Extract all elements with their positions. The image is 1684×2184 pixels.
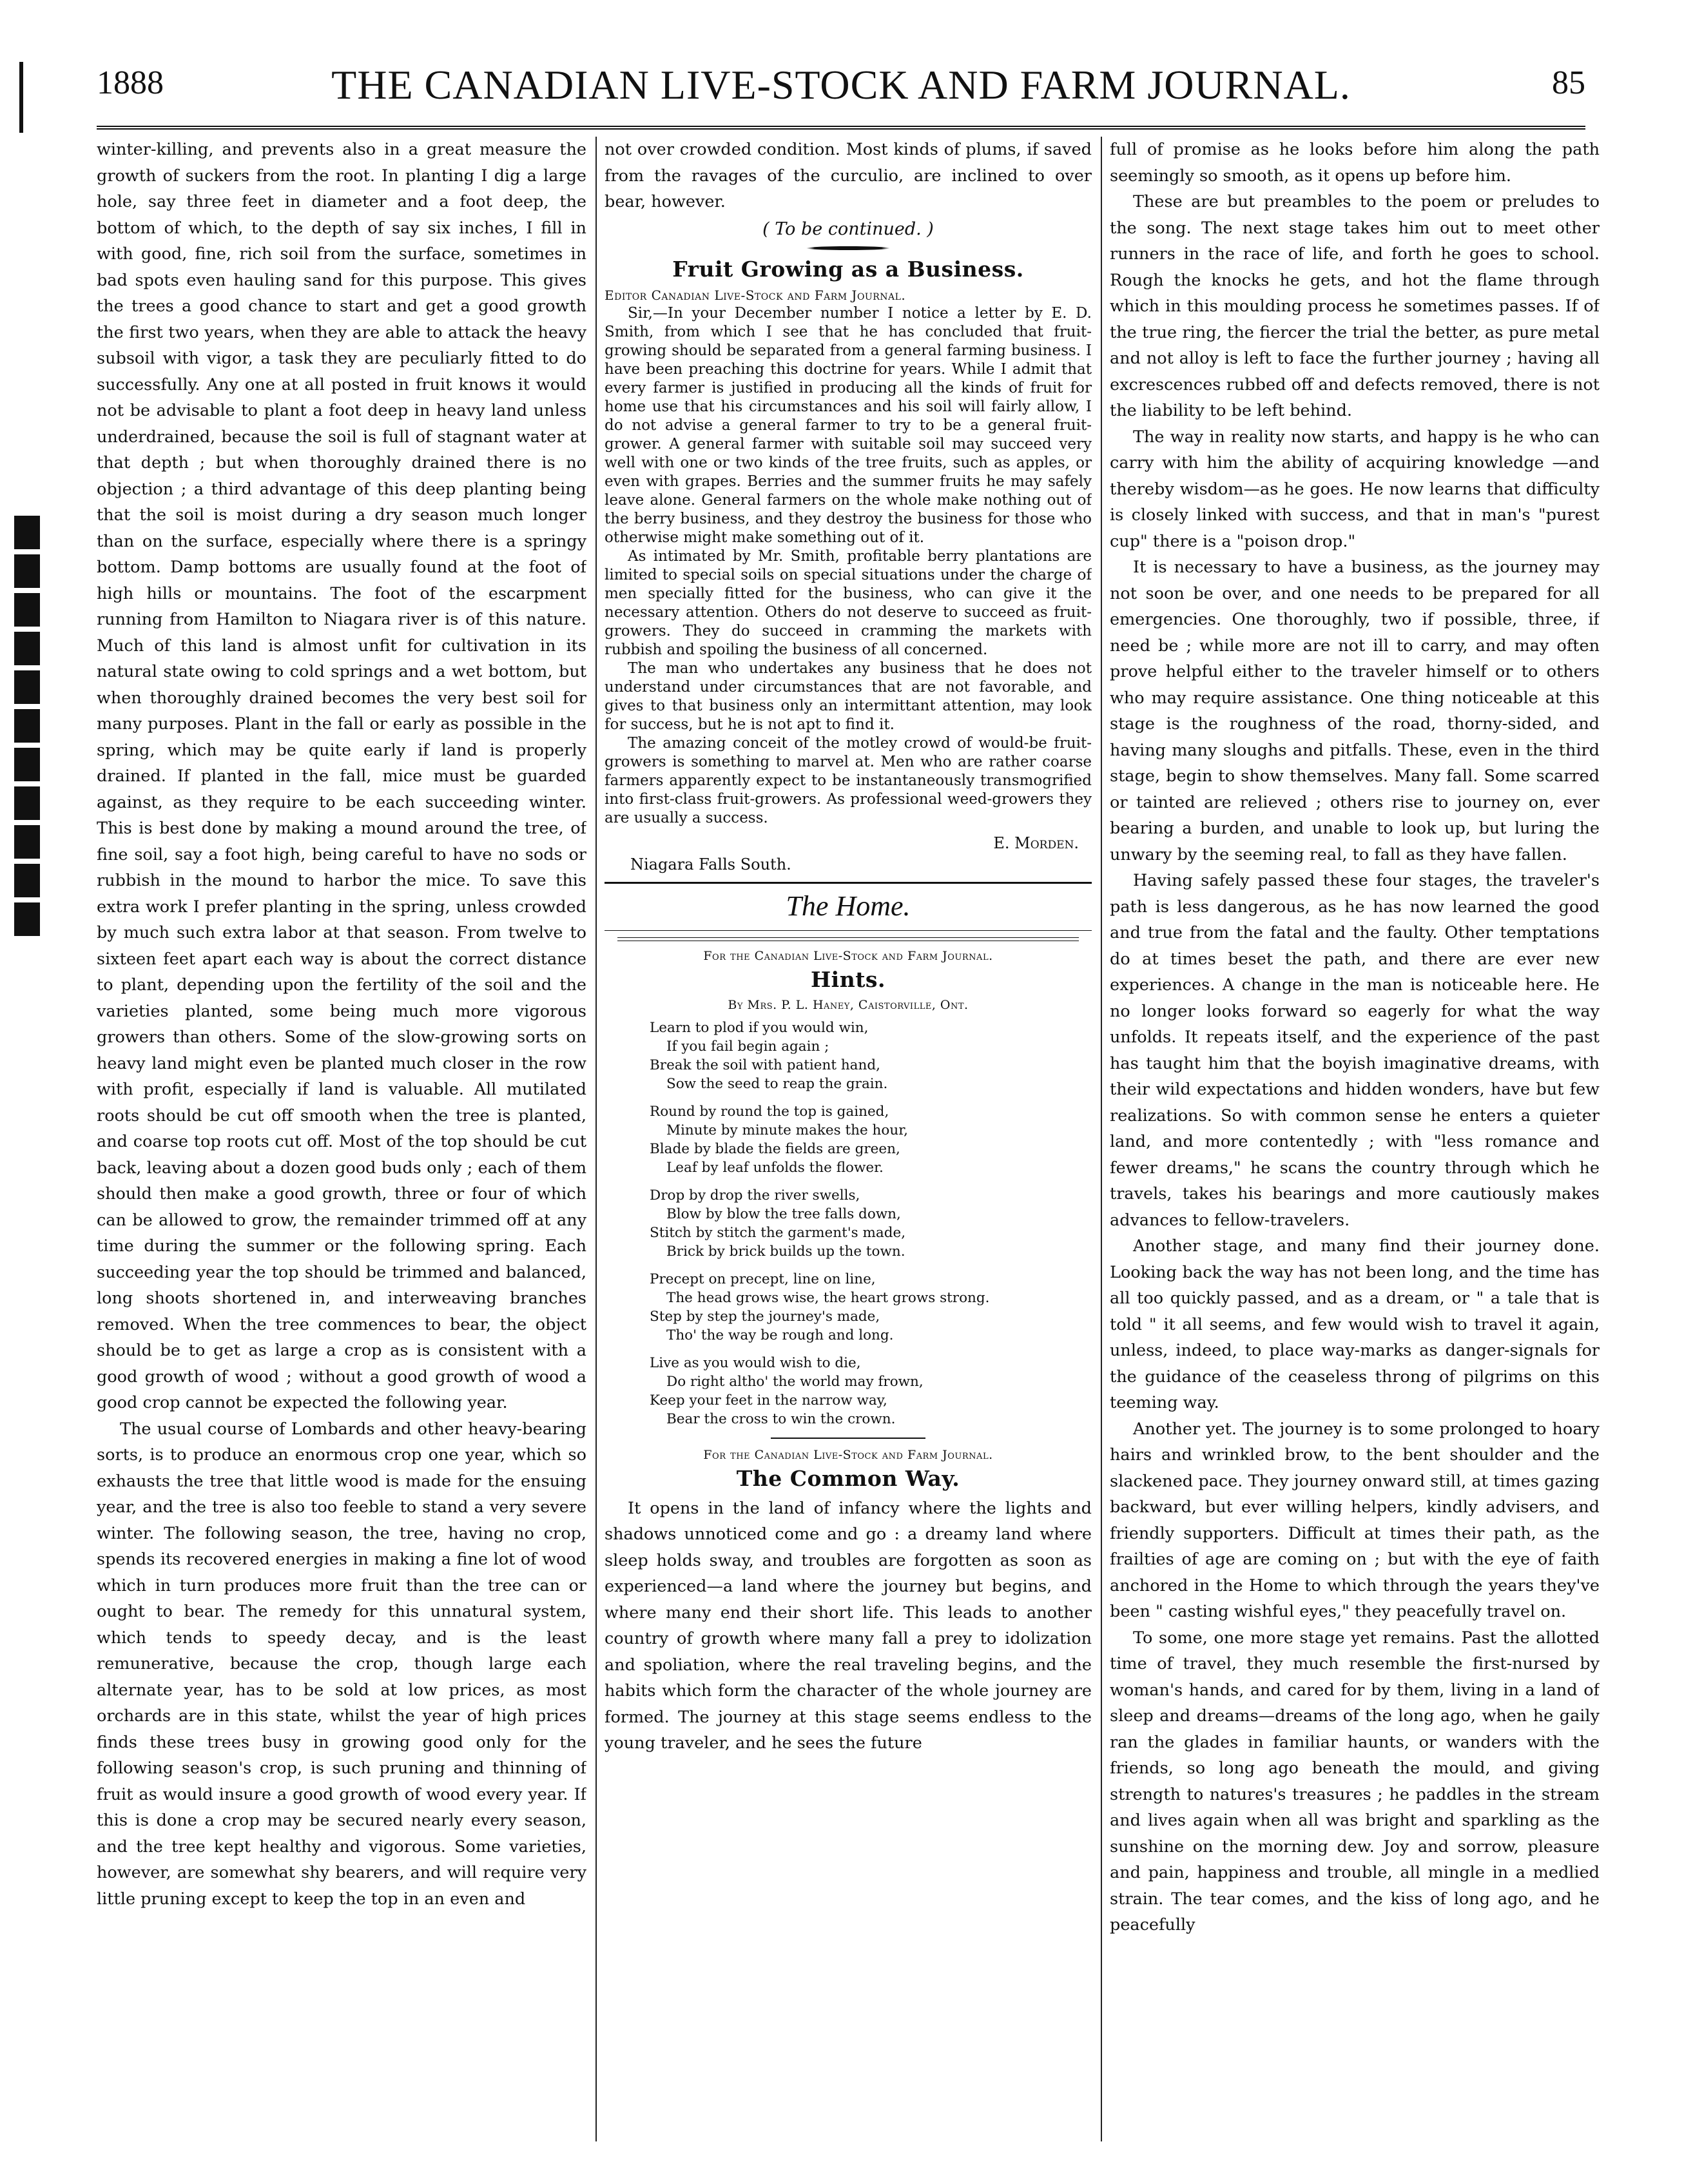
paragraph: full of promise as he looks before him along the path seemingly so smooth, as it opens up before him. xyxy=(1110,140,1600,186)
poem-line: Sow the seed to reap the grain. xyxy=(666,1075,888,1092)
poem-line: Bear the cross to win the crown. xyxy=(666,1410,896,1427)
place-line: Niagara Falls South. xyxy=(630,855,791,873)
ornamental-divider xyxy=(806,246,890,250)
poem-line: Stitch by stitch the garment's made, xyxy=(650,1224,906,1241)
stanza xyxy=(650,1019,1092,1093)
paragraph: The man who undertakes any business that he does not understand under circumstances that are not favorable, and gives to that business only an intermittant attention, may look for success, but he is not apt to find it. xyxy=(605,659,1092,733)
poem-line: Live as you would wish to die, xyxy=(650,1354,861,1371)
article-title: The Common Way. xyxy=(736,1465,960,1491)
column-3 xyxy=(1110,137,1600,2154)
poem-line: Tho' the way be rough and long. xyxy=(666,1327,894,1343)
paragraph: The amazing conceit of the motley crowd of would-be fruit-growers is something to marvel at. Men who are rather coarse farmers apparently expect to be instantaneously transmogrified into first-class fruit-growers. As professional weed-growers they are usually a success. xyxy=(605,734,1092,826)
poem-line: Precept on precept, line on line, xyxy=(650,1271,876,1287)
editor-line: Editor Canadian Live-Stock and Farm Journal. xyxy=(605,287,906,303)
section-title: The Home. xyxy=(786,890,911,922)
paragraph: winter-killing, and prevents also in a great measure the growth of suckers from the root. In planting I dig a large hole, say three feet in diameter and a foot deep, the bottom of which, to the depth of say six inches, I fill in with good, fine, rich soil from the surface, sometimes in bad spots even hauling sand for this purpose. This gives the trees a good chance to start and get a good growth the first two years, when they are able to attack the heavy subsoil with vigor, a task they are peculiarly fitted to do successfully. Any one at all posted in fruit knows it would not be advisable to plant a foot deep in heavy land unless underdrained, because the soil is full of stagnant water at that depth ; but when thoroughly drained there is no objection ; a third advantage of this deep planting being that the soil is moist during a dry season much longer than on the surface, especially where there is a springy bottom. Damp bottoms are usually found at the foot of high hills or mountains. The foot of the escarpment running from Hamilton to Niagara river is of this nature. Much of this land is almost unfit for cultivation in its natural state owing to cold springs and a wet bottom, but when thoroughly drained becomes the very best soil for many purposes. Plant in the fall or early as possible in the spring, which may be quite early if land is properly drained. If planted in the fall, mice must be guarded against, as they require to be each succeeding winter. This is best done by making a mound around the tree, of fine soil, say a foot high, being careful to have no sods or rubbish in the mound to harbor the mice. To save this extra work I prefer planting in the spring, unless crowded by much such extra labor at that season. From twelve to sixteen feet apart each way is about the correct distance to plant, depending upon the fertility of the soil and the varieties planted, some being much more vigorous growers than others. Some of the slow-growing sorts on heavy land might even be planted much closer in the row with profit, especially if land is valuable. All mutilated roots should be cut off smooth when the tree is planted, and coarse top roots cut off. Most of the top should be cut back, leaving about a dozen good buds only ; each of them should then make a good growth, three or four of which can be allowed to grow, the remainder trimmed off at any time during the summer or the following spring. Each succeeding year the top should be trimmed and balanced, long shoots shortened in, and interweaving branches removed. When the tree commences to bear, the object should be to get as large a crop as is consistent with a good growth of wood ; without a good growth of wood a good crop cannot be expected the following year. xyxy=(97,140,586,1412)
paragraph: Another stage, and many find their journey done. Looking back the way has not been long, and the time has all too quickly passed, and as a dream, or " a tale that is told " it all seems, and few would wish to travel it again, unless, indeed, to place way-marks as danger-signals for the guidance of the ceaseless throng of pilgrims on this teeming way. xyxy=(1110,1236,1600,1412)
poem-line: Drop by drop the river swells, xyxy=(650,1187,860,1204)
scan-mark xyxy=(19,62,23,133)
paragraph: As intimated by Mr. Smith, profitable berry plantations are limited to special soils on special situations under the charge of men specially fitted for the business, who can give it the necessary attention. Others do not deserve to succeed as fruit-growers. They do succeed in cramming the markets with rubbish and spoiling the business of all concerned. xyxy=(605,547,1092,658)
poem-line: Round by round the top is gained, xyxy=(650,1103,889,1120)
poem-line: Learn to plod if you would win, xyxy=(650,1019,869,1036)
poem-line: Leaf by leaf unfolds the flower. xyxy=(666,1159,884,1176)
page-header xyxy=(97,61,1585,123)
for-line: For the Canadian Live-Stock and Farm Journal. xyxy=(703,1447,993,1462)
paragraph: It is necessary to have a business, as the journey may not soon be over, and one needs to be prepared for all emergencies. One thoroughly, two if possible, three, if need be ; while more are not ill to carry, and may often prove helpful either to the traveler himself or to others who may require assistance. One thing noticeable at this stage is the roughness of the road, thorny-sided, and having many sloughs and pitfalls. These, even in the third stage, begin to show themselves. Many fall. Some scarred or tainted are relieved ; others rise to journey on, ever bearing a burden, and unable to look up, but luring the unwary by the seeming real, to fall as they have fallen. xyxy=(1110,558,1600,864)
poem-byline: By Mrs. P. L. Haney, Caistorville, Ont. xyxy=(728,997,969,1012)
header-year: 1888 xyxy=(97,64,164,101)
poem-line: Step by step the journey's made, xyxy=(650,1308,880,1325)
paragraph: The way in reality now starts, and happy is he who can carry with him the ability of acquiring knowledge —and thereby wisdom—as he goes. He now learns that difficulty is closely linked with success, and that in man's "purest cup" there is a "poison drop." xyxy=(1110,427,1600,551)
poem-line: Do right altho' the world may frown, xyxy=(666,1373,924,1390)
for-line: For the Canadian Live-Stock and Farm Journal. xyxy=(703,948,993,963)
article-title: Fruit Growing as a Business. xyxy=(672,256,1024,282)
double-rule xyxy=(617,937,1079,941)
paragraph: These are but preambles to the poem or preludes to the song. The next stage takes him out to meet other runners in the race of life, and forth he goes to school. Rough the knocks he gets, and hot the flame through which in this moulding process he sometimes passes. If of the true ring, the fiercer the trial the better, as pure metal and not alloy is left to face the further journey ; having all excrescences rubbed off and defects removed, there is not the liability to be left behind. xyxy=(1110,192,1600,420)
poem xyxy=(650,1019,1092,1428)
poem-line: If you fail begin again ; xyxy=(666,1038,829,1055)
stanza xyxy=(650,1186,1092,1261)
signature: E. Morden. xyxy=(993,834,1079,852)
paragraph: Sir,—In your December number I notice a letter by E. D. Smith, from which I see that he has concluded that fruit-growing should be separated from a general farming business. I have been preaching this doctrine for years. While I admit that every farmer is justified in producing all the kinds of fruit for home use that his circumstances and his soil will fairly allow, I do not advise a general farmer to try to be a general fruit-grower. A general farmer with suitable soil may succeed very well with one or two kinds of the tree fruits, such as apples, or even with grapes. Berries and the summer fruits he may safely leave alone. General farmers on the whole make nothing out of the berry business, and they destroy the business for those who otherwise might make something out of it. xyxy=(605,304,1092,546)
poem-title: Hints. xyxy=(810,966,886,992)
to-be-continued: ( To be continued. ) xyxy=(762,219,934,239)
paragraph: To some, one more stage yet remains. Past the allotted time of travel, they much resemble the first-nursed by woman's hands, and cared for by them, living in a land of sleep and dreams—dreams of the long ago, when he gaily ran the glades in familiar haunts, or wanders with the friends, so long ago beneath the mould, and giving strength to natures's treasures ; he paddles in the stream and lives again when all was bright and sparkling as the sunshine on the morning dew. Joy and sorrow, pleasure and pain, happiness and trouble, all mingle in a medlied strain. The tear comes, and the kiss of long ago, and he peacefully xyxy=(1110,1628,1600,1935)
poem-line: Blow by blow the tree falls down, xyxy=(666,1205,901,1222)
column-rule xyxy=(1101,137,1102,2141)
paragraph: Another yet. The journey is to some prolonged to hoary hairs and wrinkled brow, to the bent shoulder and the slackened pace. They journey onward still, at times gazing backward, but ever willing helpers, kindly advisers, and friendly supporters. Difficult at times their path, as the frailties of age are coming on ; but with the eye of faith anchored in the Home to which through the years they've been " casting wishful eyes," they peacefully travel on. xyxy=(1110,1419,1600,1621)
section-header xyxy=(605,882,1092,931)
poem-line: Minute by minute makes the hour, xyxy=(666,1122,908,1138)
paragraph: It opens in the land of infancy where the lights and shadows unnoticed come and go : a dreamy land where sleep holds sway, and troubles are forgotten as soon as experienced—a land where the journey but begins, and where many end their short life. This leads to another country of growth where many fall a prey to idolization and spoliation, where the real traveling begins, and the habits which form the character of the whole journey are formed. The journey at this stage seems endless to the young traveler, and he sees the future xyxy=(605,1498,1092,1753)
short-rule xyxy=(771,1438,925,1439)
header-rule xyxy=(97,126,1585,130)
stanza xyxy=(650,1270,1092,1345)
poem-line: Brick by brick builds up the town. xyxy=(666,1243,905,1260)
poem-line: The head grows wise, the heart grows strong. xyxy=(666,1289,990,1306)
column-rule xyxy=(595,137,597,2141)
journal-title: THE CANADIAN LIVE-STOCK AND FARM JOURNAL. xyxy=(331,62,1351,108)
stanza xyxy=(650,1354,1092,1428)
poem-line: Break the soil with patient hand, xyxy=(650,1057,880,1073)
scan-edge-bar xyxy=(14,516,40,941)
paragraph: The usual course of Lombards and other heavy-bearing sorts, is to produce an enormous crop one year, which so exhausts the tree that little wood is made for the ensuing year, and the tree is also too feeble to stand a very severe winter. The following season, the tree, having no crop, spends its recovered energies in making a fine lot of wood which in turn produces more fruit than the tree can or ought to bear. The remedy for this unnatural system, which tends to speedy decay, and is the least remunerative, because the crop, though large each alternate year, has to be sold at low prices, as most orchards are in this state, whilst the year of high prices finds these trees busy in growing good only for the following season's crop, is such pruning and thinning of fruit as would insure a good growth of wood every year. If this is done a crop may be secured nearly every season, and the tree kept healthy and vigorous. Some varieties, however, are somewhat shy bearers, and will require very little pruning except to keep the top in an even and xyxy=(97,1419,586,1909)
page-number: 85 xyxy=(1552,64,1585,101)
column-2 xyxy=(605,137,1092,2154)
poem-line: Blade by blade the fields are green, xyxy=(650,1140,900,1157)
paragraph: Having safely passed these four stages, the traveler's path is less dangerous, as he has now learned the good and true from the fatal and the faulty. Other temptations do at times beset the path, and there are ever new experiences. A change in the man is noticeable here. He no longer looks forward so eagerly for what the way unfolds. It repeats itself, and the experience of the past has taught him that the boyish imaginative dreams, with their wild expectations and hidden wonders, have but few realizations. So with common sense he enters a quieter land, and more contentedly ; with "less romance and fewer dreams," he scans the country through which he travels, takes his bearings and more cautiously makes advances to fellow-travelers. xyxy=(1110,871,1600,1230)
stanza xyxy=(650,1102,1092,1177)
poem-line: Keep your feet in the narrow way, xyxy=(650,1392,887,1409)
column-1 xyxy=(97,137,586,2154)
paragraph: not over crowded condition. Most kinds of plums, if saved from the ravages of the curculio, are inclined to over bear, however. xyxy=(605,140,1092,211)
